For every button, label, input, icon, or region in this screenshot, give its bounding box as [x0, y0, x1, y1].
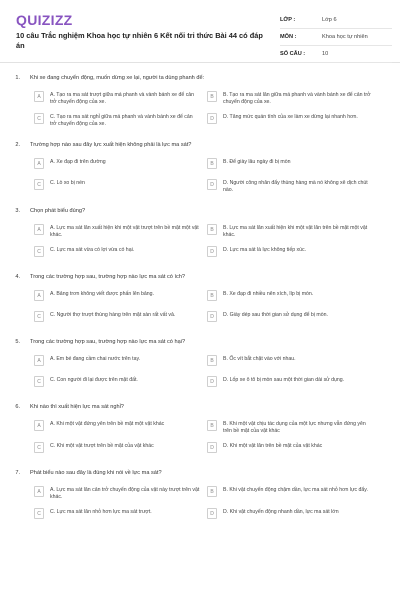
answer-option[interactable] — [207, 420, 380, 435]
answer-option[interactable] — [34, 486, 207, 501]
option-text: C. Lò xo bị nén — [50, 180, 85, 186]
answer-options — [34, 151, 380, 194]
option-text: D. Tăng mức quán tính của xe làm xe dừng lại nhanh hơn. — [223, 114, 358, 120]
answer-options — [34, 348, 380, 390]
option-text: B. Tạo ra ma sát lăn giữa má phanh và vành bánh xe để cản trở chuyển động của xe. — [223, 92, 371, 105]
answer-option[interactable] — [34, 442, 207, 456]
option-text: C. Lực ma sát vừa có lợi vừa có hại. — [50, 247, 135, 253]
meta-label: LỚP : — [280, 17, 296, 23]
option-text: C. Khi một vật trượt trên bề mặt của vật khác — [50, 443, 154, 449]
question-list — [0, 72, 400, 533]
meta-value: Khoa học tự nhiên — [322, 34, 368, 40]
question-header — [0, 271, 400, 283]
option-letter-badge: A — [34, 355, 44, 366]
option-letter-badge: A — [34, 158, 44, 169]
option-text: C. Con người đi lại được trên mặt đất. — [50, 377, 138, 383]
option-text: A. Bảng trơn không viết được phấn lên bảng. — [50, 291, 155, 297]
option-letter-badge: D — [207, 376, 217, 387]
answer-option[interactable] — [34, 290, 207, 304]
option-text: B. Để giày lâu ngày đi bị mòn — [223, 159, 291, 165]
answer-option[interactable] — [207, 246, 380, 260]
question-text: Trường hợp nào sau đây lực xuất hiện không phải là lực ma sát? — [30, 142, 192, 148]
question-number: 4. — [15, 274, 20, 280]
option-letter-badge: C — [34, 442, 44, 453]
option-letter-badge: B — [207, 91, 217, 102]
option-letter-badge: A — [34, 486, 44, 497]
answer-option[interactable] — [34, 508, 207, 522]
option-letter-badge: C — [34, 311, 44, 322]
option-letter-badge: D — [207, 179, 217, 190]
answer-option[interactable] — [207, 91, 380, 106]
answer-option[interactable] — [207, 179, 380, 194]
meta-value: 10 — [322, 51, 329, 57]
option-letter-badge: D — [207, 311, 217, 322]
question-text: Khi nào thì xuất hiện lực ma sát nghỉ? — [30, 404, 124, 410]
option-letter-badge: B — [207, 486, 217, 497]
option-text: A. Khi một vật đứng yên trên bề mặt một vật khác — [50, 421, 165, 427]
question-text: Trong các trường hợp sau, trường hợp nào lực ma sát có ích? — [30, 274, 186, 280]
option-letter-badge: D — [207, 442, 217, 453]
option-text: C. Người thợ trượt thùng hàng trên mặt sàn rất vất vả. — [50, 312, 176, 318]
option-text: B. Ốc vít bắt chặt vào với nhau. — [223, 356, 296, 362]
option-text: C. Lực ma sát lăn nhỏ hơn lực ma sát trượt. — [50, 509, 152, 515]
question — [0, 336, 400, 390]
option-text: D. Lực ma sát là lực không tiếp xúc. — [223, 247, 307, 253]
answer-options — [34, 283, 380, 325]
option-letter-badge: C — [34, 376, 44, 387]
question — [0, 205, 400, 260]
question-text: Chọn phát biểu đúng? — [30, 208, 86, 214]
answer-option[interactable] — [207, 158, 380, 172]
option-letter-badge: B — [207, 420, 217, 431]
option-letter-badge: C — [34, 246, 44, 257]
meta-value: Lớp 6 — [322, 17, 337, 23]
option-letter-badge: B — [207, 158, 217, 169]
question-text: Khi xe đang chuyển động, muốn dừng xe lại, người ta dùng phanh để: — [30, 75, 205, 81]
worksheet-header — [0, 0, 400, 63]
meta-label: MÔN : — [280, 34, 297, 40]
question-header — [0, 72, 400, 84]
option-text: A. Lực ma sát lăn xuất hiện khi một vật trượt trên bề mặt một vật khác. — [50, 225, 199, 238]
option-letter-badge: B — [207, 290, 217, 301]
option-text: D. Lốp xe ô tô bị mòn sau một thời gian dài sử dụng. — [223, 377, 345, 383]
question-text: Trong các trường hợp sau, trường hợp nào lực ma sát có hại? — [30, 339, 186, 345]
answer-option[interactable] — [207, 224, 380, 239]
answer-option[interactable] — [207, 355, 380, 369]
answer-option[interactable] — [207, 290, 380, 304]
question-header — [0, 139, 400, 151]
answer-option[interactable] — [207, 486, 380, 501]
option-text: D. Khi vật chuyển động nhanh dần, lực ma sát lớn — [223, 509, 339, 515]
option-text: C. Tạo ra ma sát nghỉ giữa má phanh và vành bánh xe để cản trở chuyển động của xe. — [50, 114, 193, 127]
meta-row — [280, 29, 392, 46]
meta-row — [280, 12, 392, 29]
answer-option[interactable] — [34, 224, 207, 239]
question-header — [0, 336, 400, 348]
option-text: A. Xe đạp đi trên đường — [50, 159, 106, 165]
answer-option[interactable] — [207, 113, 380, 128]
question-number: 6. — [15, 404, 20, 410]
worksheet-meta — [280, 12, 392, 63]
answer-option[interactable] — [207, 508, 380, 522]
option-text: A. Em bé đang cầm chai nước trên tay. — [50, 356, 141, 362]
question-number: 3. — [15, 208, 20, 214]
answer-options — [34, 217, 380, 260]
option-letter-badge: A — [34, 224, 44, 235]
answer-options — [34, 413, 380, 456]
answer-option[interactable] — [34, 420, 207, 435]
option-letter-badge: D — [207, 113, 217, 124]
answer-option[interactable] — [34, 179, 207, 194]
option-text: D. Giày dép sau thời gian sử dụng để bị mòn. — [223, 312, 328, 318]
question-header — [0, 205, 400, 217]
answer-option[interactable] — [34, 355, 207, 369]
question-text: Phát biểu nào sau đây là đúng khi nói về lực ma sát? — [30, 470, 162, 476]
quizizz-logo: QUIZIZZ — [16, 12, 73, 28]
answer-option[interactable] — [34, 376, 207, 390]
answer-options — [34, 84, 380, 128]
question-header — [0, 467, 400, 479]
question-number: 1. — [15, 75, 20, 81]
worksheet-title: 10 câu Trắc nghiệm Khoa học tự nhiên 6 Kết nối tri thức Bài 44 có đáp án — [16, 31, 263, 50]
question — [0, 467, 400, 522]
question — [0, 72, 400, 128]
option-letter-badge: B — [207, 224, 217, 235]
answer-options — [34, 479, 380, 522]
answer-option[interactable] — [34, 246, 207, 260]
meta-row — [280, 46, 392, 63]
meta-label: SỐ CÂU : — [280, 51, 306, 57]
option-text: A. Lực ma sát lăn cản trở chuyển động của vật này trượt trên vật khác. — [50, 487, 200, 500]
answer-option[interactable] — [207, 311, 380, 325]
question-number: 2. — [15, 142, 20, 148]
option-letter-badge: C — [34, 508, 44, 519]
option-letter-badge: A — [34, 420, 44, 431]
option-text: B. Xe đạp đi nhiều nên xích, líp bị mòn. — [223, 291, 314, 297]
option-letter-badge: B — [207, 355, 217, 366]
option-letter-badge: D — [207, 508, 217, 519]
question — [0, 401, 400, 456]
answer-option[interactable] — [207, 442, 380, 456]
question-number: 7. — [15, 470, 20, 476]
answer-option[interactable] — [207, 376, 380, 390]
answer-option[interactable] — [34, 113, 207, 128]
question — [0, 139, 400, 194]
option-letter-badge: A — [34, 290, 44, 301]
answer-option[interactable] — [34, 158, 207, 172]
option-text: A. Tạo ra ma sát trượt giữa má phanh và vành bánh xe để cản trở chuyển động của xe. — [50, 92, 195, 105]
option-letter-badge: A — [34, 91, 44, 102]
option-letter-badge: C — [34, 179, 44, 190]
question-number: 5. — [15, 339, 20, 345]
question — [0, 271, 400, 325]
option-text: D. Khi một vật lăn trên bề mặt của vật khác — [223, 443, 323, 449]
answer-option[interactable] — [34, 91, 207, 106]
question-header — [0, 401, 400, 413]
option-text: B. Khi vật chuyển động chậm dần, lực ma sát nhỏ hơn lực đẩy. — [223, 487, 368, 493]
option-text: B. Lực ma sát lăn xuất hiện khi một vật lăn trên bề mặt một vật khác. — [223, 225, 368, 238]
option-text: D. Người công nhân đẩy thùng hàng mà nó không xê dịch chút nào. — [223, 180, 368, 193]
option-text: B. Khi một vật chịu tác dụng của một lực nhưng vẫn đứng yên trên bề mặt của vật khác — [223, 421, 366, 434]
answer-option[interactable] — [34, 311, 207, 325]
option-letter-badge: D — [207, 246, 217, 257]
option-letter-badge: C — [34, 113, 44, 124]
